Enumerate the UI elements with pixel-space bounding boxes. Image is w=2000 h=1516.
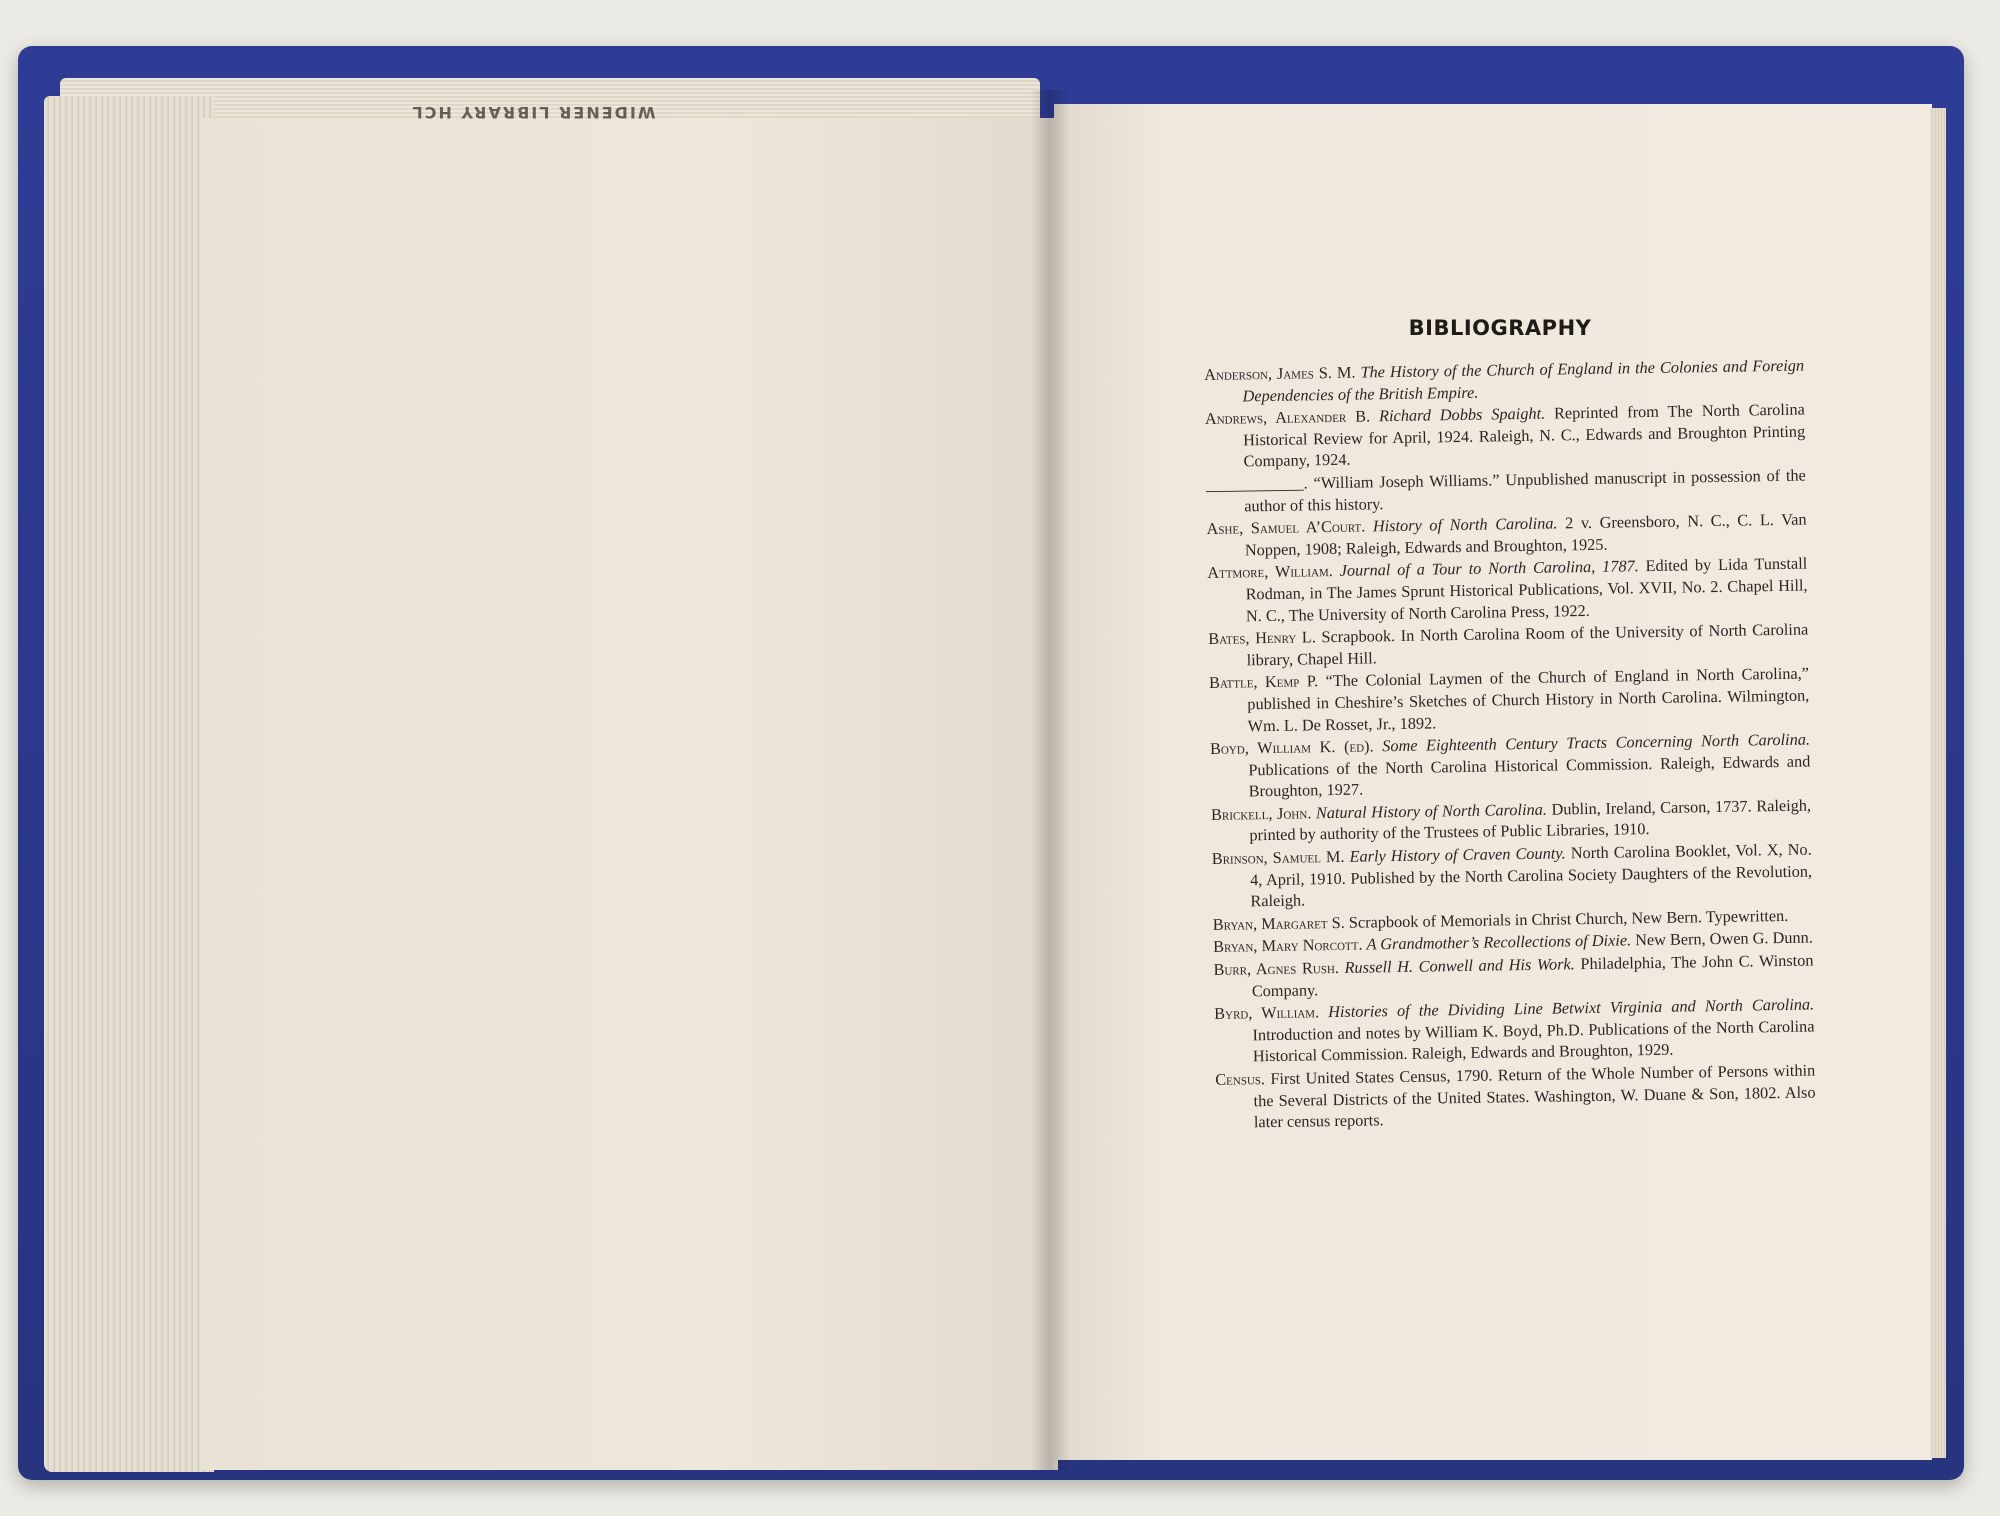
entry-author: Brickell, John. <box>1210 803 1312 824</box>
entry-author: Burr, Agnes Rush. <box>1213 957 1340 979</box>
entry-details: 2 v. Greensboro, N. C., C. L. Van Noppen, 1908; Raleigh, Edwards and Broughton, 1925. <box>1244 509 1807 560</box>
bibliography-entry <box>1207 553 1808 627</box>
library-stamp: WIDENER LIBRARY HCL <box>410 103 656 122</box>
entry-title: The History of the Church of England in the Colonies and Foreign Dependencies of the British Empire. <box>1242 355 1805 405</box>
bibliography-entry <box>1210 729 1811 803</box>
entry-details: Reprinted from The North Carolina Historical Review for April, 1924. Raleigh, N. C., Edwards and Broughton Printing Company, 1924. <box>1243 399 1806 471</box>
bibliography-entry <box>1205 399 1806 473</box>
entry-details: Edited by Lida Tunstall Rodman, in The James Sprunt Historical Publications, Vol. XVII, No. 2. Chapel Hill, N. C., The University of North Carolina Press, 1922. <box>1245 553 1808 625</box>
bibliography-entry <box>1214 994 1815 1068</box>
bibliography-list <box>1204 355 1816 1135</box>
entry-author: Brinson, Samuel M. <box>1211 846 1345 869</box>
entry-title: Natural History of North Carolina. <box>1315 799 1548 823</box>
entry-details: Scrapbook of Memorials in Christ Church, New Bern. Typewritten. <box>1348 905 1789 932</box>
right-page-edge <box>1930 108 1946 1458</box>
entry-details: Introduction and notes by William K. Boyd, Ph.D. Publications of the North Carolina Historical Commission. Raleigh, Edwards and Broughton, 1929. <box>1252 1016 1815 1066</box>
entry-author: ____________. <box>1205 473 1308 494</box>
entry-details: “The Colonial Laymen of the Church of England in North Carolina,” published in Cheshire’s Sketches of Church History in North Carolina. Wilmington, Wm. L. De Rosset, Jr., 1892. <box>1247 663 1810 735</box>
entry-title: History of North Carolina. <box>1372 513 1558 536</box>
entry-details: Philadelphia, The John C. Winston Company. <box>1251 950 1814 1000</box>
bibliography-entry <box>1209 663 1810 737</box>
entry-author: Attmore, William. <box>1207 561 1333 583</box>
entry-author: Census. <box>1215 1069 1266 1089</box>
entry-author: Ashe, Samuel A’Court. <box>1206 516 1366 539</box>
entry-details: Publications of the North Carolina Historical Commission. Raleigh, Edwards and Broughton, 1927. <box>1248 751 1811 801</box>
entry-title: Some Eighteenth Century Tracts Concerning North Carolina. <box>1382 729 1811 756</box>
page-title: BIBLIOGRAPHY <box>1408 316 1592 340</box>
entry-author: Bates, Henry L. <box>1208 627 1316 649</box>
left-page <box>200 118 1058 1470</box>
page-block-side-edge <box>44 96 214 1472</box>
entry-author: Boyd, William K. (ed). <box>1209 736 1374 759</box>
entry-title: A Grandmother’s Recollections of Dixie. <box>1366 930 1632 954</box>
entry-author: Bryan, Mary Norcott. <box>1213 935 1363 957</box>
entry-title: Richard Dobbs Spaight. <box>1378 403 1546 426</box>
bibliography-entry <box>1215 1059 1816 1133</box>
entry-title: Histories of the Dividing Line Betwixt Virginia and North Carolina. <box>1328 994 1815 1022</box>
entry-details: First United States Census, 1790. Return of the Whole Number of Persons within the Several Districts of the United States. Washington, W. Duane & Son, 1802. Also later census reports. <box>1253 1060 1816 1132</box>
entry-details: Scrapbook. In North Carolina Room of the University of North Carolina library, Chapel Hill. <box>1246 619 1809 670</box>
book-gutter <box>1030 90 1070 1470</box>
entry-title: Early History of Craven County. <box>1349 843 1566 866</box>
entry-author: Anderson, James S. M. <box>1204 362 1356 384</box>
entry-title: Russell H. Conwell and His Work. <box>1344 954 1575 977</box>
entry-details: “William Joseph Williams.” Unpublished manuscript in possession of the author of this history. <box>1244 465 1806 515</box>
entry-details: North Carolina Booklet, Vol. X, No. 4, April, 1910. Published by the North Carolina Society Daughters of the Revolution, Raleigh. <box>1249 839 1813 911</box>
entry-author: Bryan, Margaret S. <box>1212 912 1345 934</box>
entry-author: Battle, Kemp P. <box>1208 671 1319 693</box>
entry-details: Dublin, Ireland, Carson, 1737. Raleigh, printed by authority of the Trustees of Public Libraries, 1910. <box>1249 795 1812 845</box>
entry-author: Byrd, William. <box>1214 1002 1320 1024</box>
entry-author: Andrews, Alexander B. <box>1204 406 1371 429</box>
entry-title: Journal of a Tour to North Carolina, 1787. <box>1339 556 1639 581</box>
bibliography-entry <box>1212 839 1813 913</box>
entry-details: New Bern, Owen G. Dunn. <box>1634 927 1813 950</box>
